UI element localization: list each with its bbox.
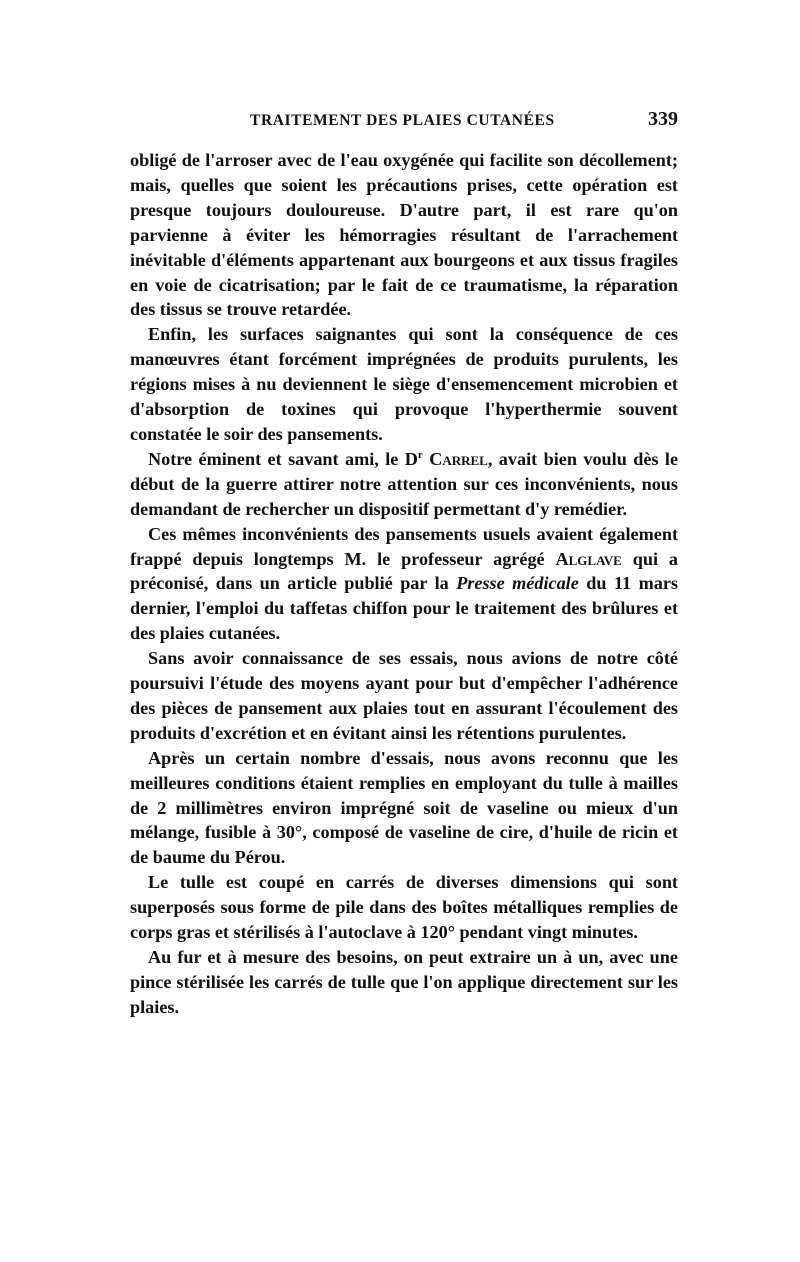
paragraph-1: obligé de l'arroser avec de l'eau oxygénée qui facilite son décollement; mais, quelles que soient les précautions prises, cette opération est presque toujours douloureuse. D'autre part, il est rare qu'on parvienne à éviter les hémorragies résultant de l'arrachement inévitable d'éléments appartenant aux bourgeons et aux tissus fragiles en voie de cicatrisation; par le fait de ce traumatisme, la réparation des tissus se trouve retardée.	[130, 150, 678, 320]
author-name-alglave: Alglave	[555, 548, 622, 569]
paragraph-8: Au fur et à mesure des besoins, on peut extraire un à un, avec une pince stérilisée les carrés de tulle que l'on applique directement sur les plaies.	[130, 947, 678, 1017]
running-head	[130, 108, 678, 148]
page-number: 339	[648, 108, 678, 130]
paragraph-3-before: Notre éminent et savant ami, le D	[148, 448, 418, 469]
journal-title: Presse médicale	[456, 573, 579, 594]
paragraph-3-after: , avait bien voulu dès le début de la guerre attirer notre attention sur ces inconvénients, nous demandant de rechercher un dispositif permettant d'y remédier.	[130, 448, 679, 519]
doctor-abbrev-superscript: r	[417, 448, 423, 461]
paragraph-4-after: du 11 mars dernier, l'emploi du taffetas chiffon pour le traitement des brûlures et des plaies cutanées.	[130, 573, 678, 644]
paragraph-7: Le tulle est coupé en carrés de diverses dimensions qui sont superposés sous forme de pile dans des boîtes métalliques remplies de corps gras et stérilisés à l'autoclave à 120° pendant vingt minutes.	[130, 872, 678, 943]
paragraph-2: Enfin, les surfaces saignantes qui sont la conséquence de ces manœuvres étant forcément imprégnées de produits purulents, les régions mises à nu deviennent le siège d'ensemencement microbien et d'absorption de toxines qui provoque l'hyperthermie souvent constatée le soir des pansements.	[130, 324, 678, 444]
paragraph-4-middle: qui a préconisé, dans un article publié par la	[130, 548, 678, 594]
paragraph-6: Après un certain nombre d'essais, nous avons reconnu que les meilleures conditions étaient remplies en employant du tulle à mailles de 2 millimètres environ imprégné soit de vaseline ou mieux d'un mélange, fusible à 30°, composé de vaseline de cire, d'huile de ricin et de baume du Pérou.	[130, 747, 678, 868]
body-text	[130, 148, 678, 1020]
paragraph-5: Sans avoir connaissance de ses essais, nous avions de notre côté poursuivi l'étude des moyens ayant pour but d'empêcher l'adhérence des pièces de pansement aux plaies tout en assurant l'écoulement des produits d'excrétion et en évitant ainsi les rétentions purulentes.	[130, 648, 678, 743]
running-title: TRAITEMENT DES PLAIES CUTANÉES	[250, 112, 555, 129]
author-name-carrel: Carrel	[429, 448, 488, 469]
paragraph-4	[130, 522, 678, 647]
paragraph-3	[130, 447, 678, 522]
paragraph-4-before: Ces mêmes inconvénients des pansements usuels avaient également frappé depuis longtemps M. le professeur agrégé	[130, 523, 678, 569]
book-page	[130, 108, 679, 1020]
